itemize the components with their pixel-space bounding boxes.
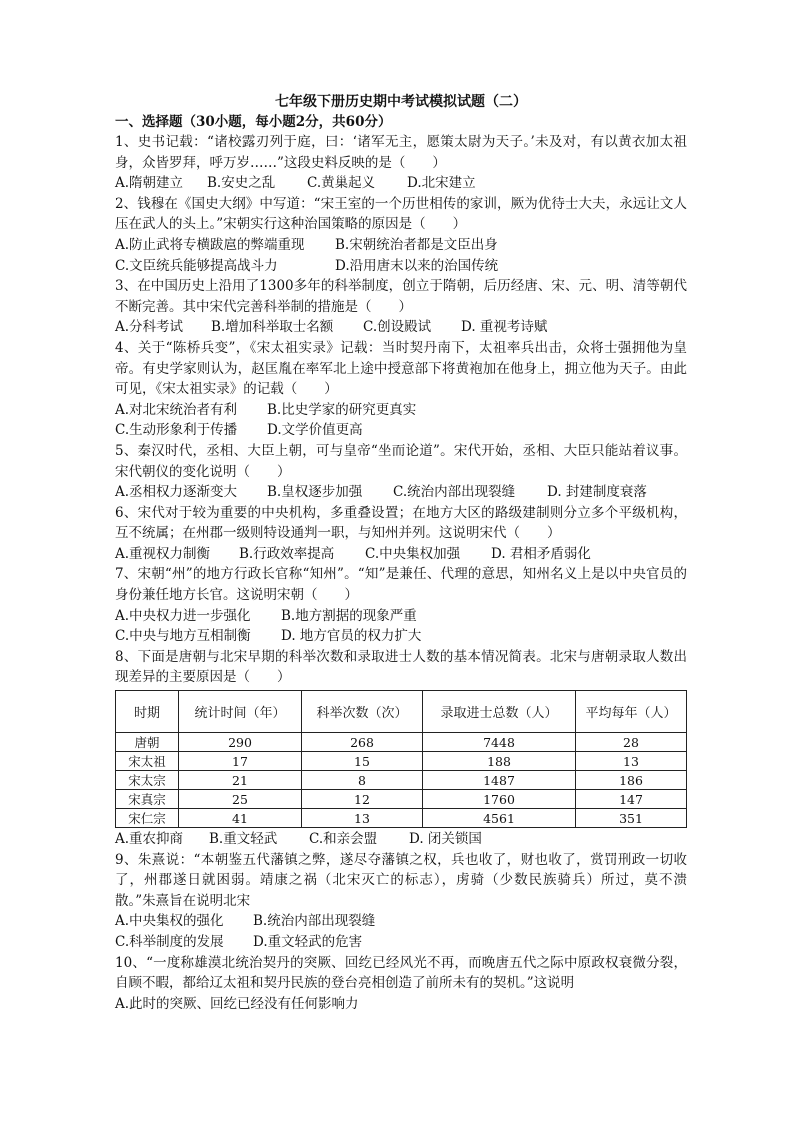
option-a: A.对北宋统治者有利 [115, 401, 238, 418]
table-cell: 25 [179, 790, 302, 809]
option-a: A.重农抑商 [115, 831, 184, 848]
option-c: C.黄巢起义 [307, 175, 376, 192]
question-8-options [115, 829, 687, 850]
table-cell: 21 [179, 771, 302, 790]
table-row [116, 752, 687, 771]
table-cell: 268 [302, 733, 423, 752]
question-1-stem: 1、史书记载：“诸校露刃列于庭，曰：‘诸军无主，愿策太尉为天子。’未及对，有以黄衣加太祖身，众皆罗拜，呼万岁……”这段史料反映的是（ ） [115, 134, 687, 171]
question-2-stem: 2、钱穆在《国史大纲》中写道：“宋王室的一个历世相传的家训，厥为优待士大夫，永远让文人压在武人的头上。”宋朝实行这种治国策略的原因是（ ） [115, 195, 687, 233]
table-cell: 17 [179, 752, 302, 771]
table-cell: 1760 [423, 790, 576, 809]
option-d: D. 君相矛盾弱化 [491, 545, 591, 562]
table-cell: 188 [423, 752, 576, 771]
option-d: D.文学价值更高 [267, 422, 363, 439]
table-cell: 290 [179, 733, 302, 752]
table-cell: 15 [302, 752, 423, 771]
table-row [116, 790, 687, 809]
question-5-options [115, 482, 687, 503]
question-9-options-row2 [115, 932, 687, 953]
option-d: D.沿用唐末以来的治国传统 [335, 257, 499, 274]
table-cell: 12 [302, 790, 423, 809]
option-c: C.科举制度的发展 [115, 934, 224, 950]
option-b: B.统治内部出现裂缝 [253, 913, 376, 930]
table-cell: 186 [576, 771, 687, 790]
option-c: C.和亲会盟 [309, 831, 378, 848]
table-cell: 7448 [423, 733, 576, 752]
option-d: D. 闭关锁国 [409, 831, 482, 848]
table-header-row [116, 691, 687, 733]
option-a: A.中央集权的强化 [115, 913, 224, 930]
option-b: B.比史学家的研究更真实 [267, 401, 417, 418]
table-cell: 28 [576, 733, 687, 752]
question-5-stem: 5、秦汉时代，丞相、大臣上朝，可与皇帝“坐而论道”。宋代开始，丞相、大臣只能站着议事。宋代朝仪的变化说明（ ） [115, 442, 687, 480]
column-header: 录取进士总数（人） [423, 691, 576, 733]
column-header: 平均每年（人） [576, 691, 687, 733]
option-b: B.宋朝统治者都是文臣出身 [335, 236, 498, 253]
question-9-stem: 9、朱熹说：“本朝鉴五代藩镇之弊，遂尽夺藩镇之权，兵也收了，财也收了，赏罚刑政一切收了，州郡遂日就困弱。靖康之祸（北宋灭亡的标志），虏骑（少数民族骑兵）所过，莫不溃散。”朱熹旨在说明北宋 [115, 851, 687, 909]
page-title: 七年级下册历史期中考试模拟试题（二） [275, 94, 527, 110]
table-cell: 1487 [423, 771, 576, 790]
option-a: A.此时的突厥、回纥已经没有任何影响力 [115, 995, 359, 1012]
table-cell: 41 [179, 809, 302, 828]
exam-page [115, 92, 687, 1014]
table-row [116, 809, 687, 828]
table-row [116, 771, 687, 790]
column-header: 时期 [116, 691, 179, 733]
question-7-stem: 7、宋朝“州”的地方行政长官称“知州”。“知”是兼任、代理的意思，知州名义上是以中央官员的身份兼任地方长官。这说明宋朝（ ） [115, 566, 687, 604]
option-c: C.中央与地方互相制衡 [115, 628, 251, 645]
option-d: D. 封建制度衰落 [547, 484, 647, 501]
option-b: B.重文轻武 [209, 831, 278, 848]
option-c: C.创设殿试 [363, 319, 432, 336]
question-9-options-row1 [115, 911, 687, 932]
option-c: C.中央集权加强 [365, 545, 461, 562]
question-10-options [115, 994, 687, 1015]
option-c: C.文臣统兵能够提高战斗力 [115, 257, 278, 274]
option-a: A.分科考试 [115, 319, 184, 336]
option-c: C.统治内部出现裂缝 [393, 484, 516, 501]
table-cell: 351 [576, 809, 687, 828]
option-a: A.隋朝建立 [115, 175, 184, 192]
table-cell: 宋太祖 [116, 752, 179, 771]
question-6-stem: 6、宋代对于较为重要的中央机构，多重叠设置；在地方大区的路级建制则分立多个平级机构，互不统属；在州郡一级则特设通判一职，与知州并列。这说明宋代（ ） [115, 504, 687, 542]
option-b: B.皇权逐步加强 [267, 484, 363, 501]
option-a: A.丞相权力逐渐变大 [115, 484, 238, 501]
column-header: 科举次数（次） [302, 691, 423, 733]
option-a: A.防止武将专横跋扈的弊端重现 [115, 236, 305, 253]
table-cell: 13 [302, 809, 423, 828]
option-d: D. 地方官员的权力扩大 [281, 628, 422, 645]
question-10-stem: 10、“一度称雄漠北统治契丹的突厥、回纥已经风光不再，而晚唐五代之际中原政权衰微分裂，自顾不暇，都给辽太祖和契丹民族的登台亮相创造了前所未有的契机。”这说明 [115, 954, 687, 992]
table-cell: 13 [576, 752, 687, 771]
question-7-options-row2 [115, 626, 687, 647]
question-1-options [115, 173, 687, 194]
option-d: D.重文轻武的危害 [253, 934, 363, 950]
option-a: A.重视权力制衡 [115, 545, 211, 562]
option-c: C.生动形象利于传播 [115, 422, 238, 439]
option-b: B.行政效率提高 [239, 545, 335, 562]
option-b: B.安史之乱 [207, 175, 276, 192]
option-d: D.北宋建立 [407, 175, 476, 192]
table-cell: 宋真宗 [116, 790, 179, 809]
question-4-options-row2 [115, 420, 687, 441]
question-7-options-row1 [115, 606, 687, 627]
keju-table [115, 690, 687, 828]
question-4-stem: 4、关于“陈桥兵变”，《宋太祖实录》记载：当时契丹南下，太祖率兵出击，众将士强拥他为皇帝。有史学家则认为，赵匡胤在率军北上途中授意部下将黄袍加在他身上，拥立他为天子。由此可见，《宋太祖实录》的记载（ ） [115, 339, 687, 398]
question-4-options-row1 [115, 400, 687, 421]
table-cell: 8 [302, 771, 423, 790]
question-8-stem: 8、下面是唐朝与北宋早期的科举次数和录取进士人数的基本情况简表。北宋与唐朝录取人数出现差异的主要原因是（ ） [115, 648, 687, 686]
table-cell: 宋太宗 [116, 771, 179, 790]
section-heading: 一、选择题（30小题，每小题2分，共60分） [115, 114, 392, 130]
table-row [116, 733, 687, 752]
question-2-options-row2 [115, 256, 687, 277]
table-cell: 唐朝 [116, 733, 179, 752]
option-a: A.中央权力进一步强化 [115, 607, 251, 624]
table-cell: 147 [576, 790, 687, 809]
question-3-options [115, 317, 687, 338]
option-b: B.地方割据的现象严重 [281, 607, 417, 624]
question-3-stem: 3、在中国历史上沿用了1300多年的科举制度，创立于隋朝，后历经唐、宋、元、明、清等朝代不断完善。其中宋代完善科举制的措施是（ ） [115, 278, 687, 315]
table-cell: 4561 [423, 809, 576, 828]
question-2-options-row1 [115, 235, 687, 256]
option-b: B.增加科举取士名额 [211, 319, 334, 336]
column-header: 统计时间（年） [179, 691, 302, 733]
option-d: D. 重视考诗赋 [461, 319, 548, 336]
question-6-options [115, 544, 687, 565]
table-cell: 宋仁宗 [116, 809, 179, 828]
